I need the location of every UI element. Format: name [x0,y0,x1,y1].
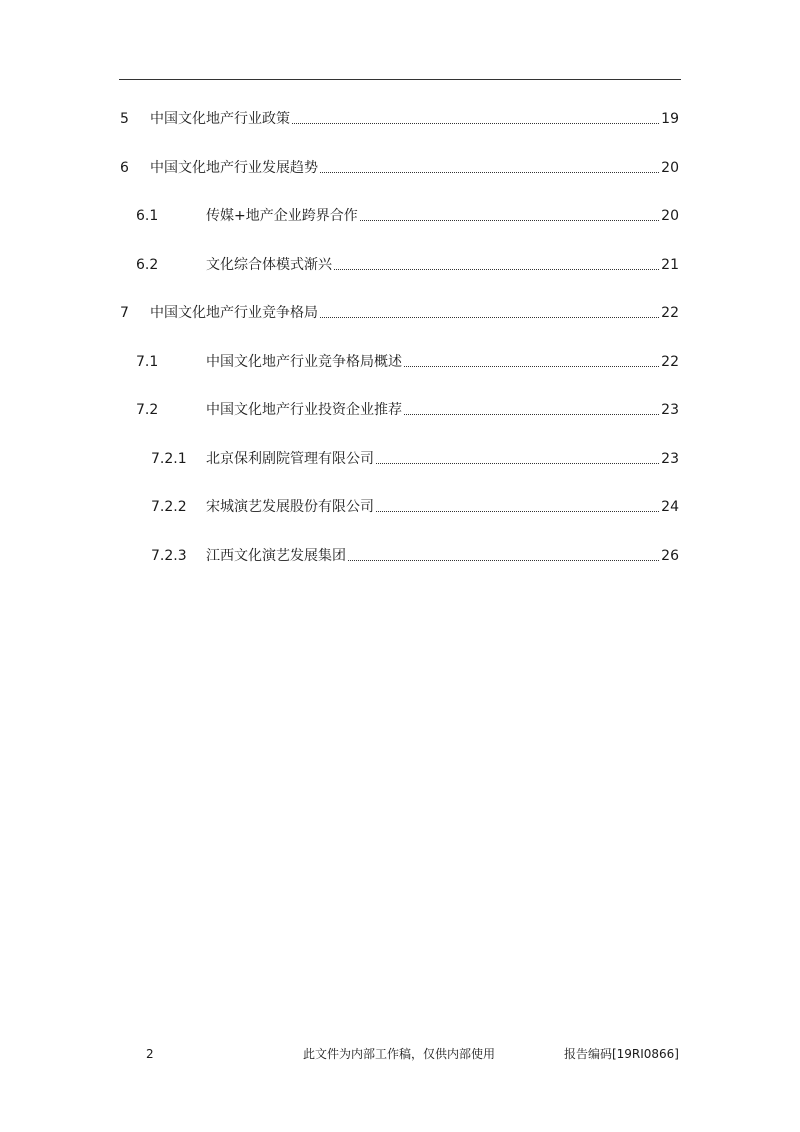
toc-entry-title: 中国文化地产行业政策 [150,111,290,127]
toc-dot-leader [320,172,659,173]
toc-entry-page: 19 [661,111,679,127]
toc-entry[interactable] [151,496,679,516]
toc-dot-leader [404,414,659,415]
toc-entry-page: 20 [661,160,679,176]
toc-entry[interactable] [120,108,679,128]
toc-entry[interactable] [136,399,679,419]
toc-entry-number: 7.1 [136,354,159,370]
toc-entry-page: 22 [661,305,679,321]
toc-entry-page: 26 [661,548,679,564]
toc-entry-page: 24 [661,499,679,515]
toc-entry-number: 5 [120,111,129,127]
toc-entry-title: 江西文化演艺发展集团 [206,548,346,564]
toc-entry-number: 7.2.1 [151,451,187,467]
toc-entry-page: 21 [661,257,679,273]
toc-entry-title: 中国文化地产行业竞争格局概述 [206,354,402,370]
toc-entry-title: 中国文化地产行业投资企业推荐 [206,402,402,418]
toc-entry-title: 中国文化地产行业发展趋势 [150,160,318,176]
toc-entry-page: 23 [661,451,679,467]
toc-entry[interactable] [136,351,679,371]
toc-entry[interactable] [151,448,679,468]
toc-entry-page: 20 [661,208,679,224]
toc-dot-leader [348,560,659,561]
toc-entry-title: 北京保利剧院管理有限公司 [206,451,374,467]
toc-entry-number: 6 [120,160,129,176]
toc-entry-page: 22 [661,354,679,370]
footer-confidential-notice: 此文件为内部工作稿，仅供内部使用 [303,1047,496,1061]
toc-entry-number: 6.1 [136,208,159,224]
toc-dot-leader [360,220,659,221]
toc-dot-leader [376,463,659,464]
page-footer [0,1046,800,1066]
toc-entry-number: 7 [120,305,129,321]
toc-entry-title: 传媒+地产企业跨界合作 [206,208,358,224]
toc-entry[interactable] [151,545,679,565]
header-divider [119,79,681,80]
toc-entry-number: 7.2 [136,402,159,418]
toc-entry-title: 中国文化地产行业竞争格局 [150,305,318,321]
toc-entry-page: 23 [661,402,679,418]
toc-entry-number: 7.2.3 [151,548,187,564]
toc-entry[interactable] [120,302,679,322]
toc-entry[interactable] [120,157,679,177]
toc-dot-leader [376,511,659,512]
toc-dot-leader [334,269,659,270]
toc-entry-number: 7.2.2 [151,499,187,515]
toc-dot-leader [292,123,659,124]
toc-entry[interactable] [136,205,679,225]
toc-entry-title: 宋城演艺发展股份有限公司 [206,499,374,515]
toc-entry-number: 6.2 [136,257,159,273]
footer-page-number: 2 [146,1047,154,1061]
toc-dot-leader [320,317,659,318]
toc-entry[interactable] [136,254,679,274]
toc-dot-leader [404,366,659,367]
footer-report-code: 报告编码[19RI0866] [563,1047,679,1061]
toc-entry-title: 文化综合体模式渐兴 [206,257,332,273]
